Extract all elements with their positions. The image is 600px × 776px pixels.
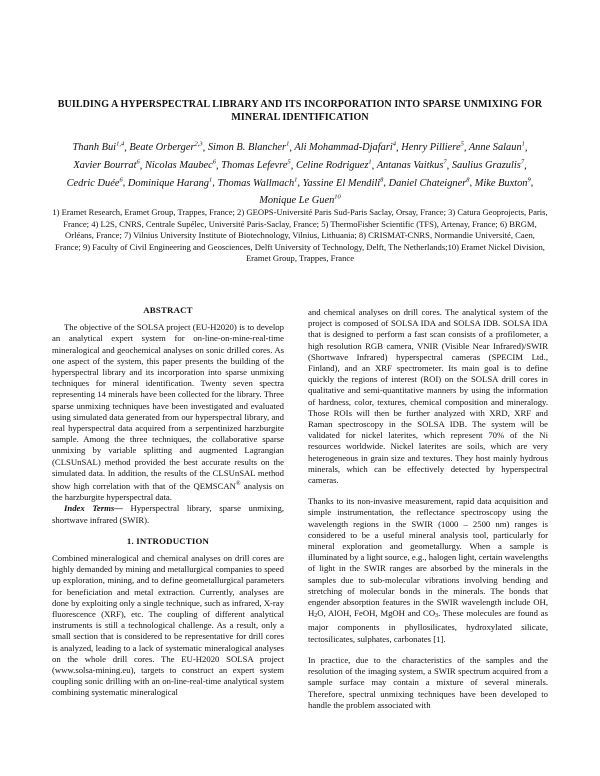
author-affiliation-marker: 8 <box>380 176 384 184</box>
author-name: Mike Buxton <box>474 177 528 189</box>
affiliations: 1) Eramet Research, Eramet Group, Trappes, France; 2) GEOPS-Université Paris Sud-Paris Saclay, Orsay, France; 3) Catura Geoprojects, Paris, France; 4) L2S, CNRS, Centrale Supélec, Université Paris-Saclay, France; 5) ThermoFisher Scientific (TFS), Artenay, France; 6) BRGM, Orléans, France; 7) Vilnius University Institute of Biotechnology, Vilnius, Lithuania; 8) CRISMAT-CNRS, Normandie Université, Caen, France; 9) Faculty of Civil Engineering and Geosciences, Delft University of Technology, Delft, The Netherlands;10) Eramet Nickel Division, Eramet Group, Trappes, France <box>52 207 548 264</box>
right-column <box>308 307 548 711</box>
author-name: Yassine El Mendili <box>302 177 381 189</box>
author-name: Thomas Wallmach <box>217 177 295 189</box>
author-name: Nicolas Maubec <box>144 160 213 172</box>
author-affiliation-marker: 2,3 <box>194 141 203 148</box>
author-affiliation-marker: 1 <box>368 158 372 166</box>
left-column <box>52 305 284 699</box>
introduction-heading: 1. INTRODUCTION <box>126 535 210 546</box>
author-affiliation-marker: 1 <box>209 176 213 184</box>
author-affiliation-marker: 4 <box>392 141 397 148</box>
author <box>259 195 341 206</box>
introduction-paragraph-1: Combined mineralogical and chemical analyses on drill cores are highly demanded by mining and metallurgical companies to speed up exploration, mining, and to define geometallurgical parameters for beneficiation and metal extraction. Currently, analyses are done by exploiting only a single technique, such as infrared, X-ray fluorescence (XRF), etc. The coupling of different analytical instruments is still a technological challenge. As a result, only a small section that is considered to be representative for drill cores is analyzed, leading to a lack of systematic mineralogical analyses on the whole drill cores. The EU-H2020 SOLSA project (www.solsa-mining.eu), targets to construct an expert system coupling sonic drilling with an on-line-real-time analytical system combining systematic mineralogical <box>52 552 284 698</box>
author-name: Ali Mohammad-Djafari <box>294 142 393 154</box>
author <box>145 160 216 171</box>
author-affiliation-marker: 1 <box>294 176 298 184</box>
paper-title: BUILDING A HYPERSPECTRAL LIBRARY AND ITS INCORPORATION INTO SPARSE UNMIXING FOR MINERAL IDENTIFICATION <box>57 99 543 123</box>
author <box>129 142 202 153</box>
author-affiliation-marker: 6 <box>119 176 123 184</box>
author-affiliation-marker: 8 <box>466 176 470 184</box>
author-name: Cedric Duée <box>66 177 120 189</box>
author <box>128 178 212 189</box>
abstract-heading: ABSTRACT <box>143 305 193 315</box>
index-terms: Index Terms— Hyperspectral library, sparse unmixing, shortwave infrared (SWIR). <box>52 503 284 525</box>
author-name: Thomas Lefevre <box>221 160 288 172</box>
author-name: Saulius Grazulis <box>451 160 521 172</box>
author <box>294 142 396 153</box>
author <box>377 160 447 171</box>
author-affiliation-marker: 6 <box>136 158 140 166</box>
author-affiliation-marker: 7 <box>520 158 525 166</box>
author <box>73 160 139 171</box>
right-paragraph-2: Thanks to its non-invasive measurement, rapid data acquisition and simple instrumentation, the reflectance spectroscopy using the wavelength regions in the SWIR (1000 – 2500 nm) ranges is considered to be a useful mineral analysis tool, particularly for mineral exploration and geometallurgy. When a sample is illuminated by a light source, e.g., halogen light, certain wavelengths of light in the SWIR ranges are absorbed by the minerals in the samples due to sub-molecular vibrations involving bending and stretching of molecular bonds in the minerals. The bonds that engender absorption features in the SWIR wavelength include OH, $H_2O$, AlOH, FeOH, MgOH and $CO_3$. These molecules are found as major components in phyllosilicates, hydroxylated silicate, tectosilicates, sulphates, carbonates [1]. <box>308 496 548 644</box>
author-name: Henry Pilliere <box>401 142 461 154</box>
author <box>389 178 470 189</box>
author <box>452 160 524 171</box>
author-affiliation-marker: 9 <box>527 176 531 184</box>
author <box>217 178 297 189</box>
author-name: Dominique Harang <box>127 177 209 189</box>
author-name: Monique Le Guen <box>259 195 335 207</box>
author-affiliation-marker: 5 <box>460 141 464 148</box>
author-affiliation-marker: 5 <box>287 158 291 166</box>
author <box>296 160 372 171</box>
author-affiliation-marker: 10 <box>334 194 341 202</box>
author-affiliation-marker: 1 <box>521 141 525 148</box>
author <box>303 178 384 189</box>
author-name: Simon B. Blancher <box>207 142 287 154</box>
author-affiliation-marker: 1 <box>286 141 290 148</box>
author-affiliation-marker: 6 <box>212 158 217 166</box>
author <box>469 142 525 153</box>
author <box>475 178 531 189</box>
author-affiliation-marker: 7 <box>443 158 447 166</box>
author-name: Anne Salaun <box>468 142 522 154</box>
author-name: Daniel Chateigner <box>388 177 467 189</box>
right-paragraph-3: In practice, due to the characteristics of the samples and the resolution of the imaging system, a SWIR spectrum acquired from a sample surface may contain a mixture of several minerals. Therefore, spectral unmixing techniques have been developed to handle the problem associated with <box>308 654 548 710</box>
author <box>208 142 289 153</box>
author-name: Beate Orberger <box>129 142 195 154</box>
author-name: Xavier Bourrat <box>73 160 137 172</box>
author-name: Thanh Bui <box>72 142 117 154</box>
author <box>401 142 464 153</box>
abstract-text: The objective of the SOLSA project (EU-H2020) is to develop an analytical expert system for on-line-on-mine-real-time mineralogical and geochemical analyses on sonic drilled cores. As one aspect of the system, this paper presents the building of the hyperspectral library and its incorporation into sparse unmixing techniques for mineral identification. Twenty seven spectra representing 14 minerals have been collected for the library. Three sparse unmixing techniques have been investigated and evaluated using simulated data generated from our hyperspectral library, and real hyperspectral data acquired from a serpentinized harzburgite sample. Among the three techniques, the collaborative sparse unmixing by variable splitting and augmented Lagrangian (CLSUnSAL) method provided the best accurate results on the simulated data. In addition, the results of the CLSUnSAL method show high correlation with that of the QEMSCAN® analysis on the harzburgite hyperspectral data. <box>52 322 284 503</box>
author-affiliation-marker: 1,4 <box>116 141 125 148</box>
author <box>221 160 291 171</box>
author-name: Celine Rodriguez <box>295 160 369 172</box>
author-list: Thanh Bui$^{1,4}$, Beate Orberger$^{2,3}$, Simon B. Blancher$^1$, Ali Mohammad-Djafari$^4$, Henry Pilliere$^5$, Anne Salaun$^1$, Xavier Bourrat$^6$, Nicolas Maubec$^6$, Thomas Lefevre$^5$, Celine Rodriguez$^1$, Antanas Vaitkus$^7$, Saulius Grazulis$^7$, Cedric Duée$^6$, Dominique Harang$^1$, Thomas Wallmach$^1$, Yassine El Mendili$^8$, Daniel Chateigner$^8$, Mike Buxton$^9$, Monique Le Guen$^{10}$ <box>66 141 534 207</box>
author-name: Antanas Vaitkus <box>376 160 444 172</box>
author <box>67 178 123 189</box>
right-paragraph-1: and chemical analyses on drill cores. The analytical system of the project is composed of SOLSA IDA and SOLSA IDB. SOLSA IDA that is designed to perform a fast scan consists of a profilometer, a high resolution RGB camera, VNIR (Visible Near Infrared)/SWIR (Shortwave Infrared) hyperspectral cameras (SPECIM Ltd., Finland), and an XRF spectrometer. Its main goal is to define quickly the regions of interest (ROI) on the SOLSA drill cores in qualitative and semi-quantitative manners by using the information of hardness, color, textures, chemical composition and mineralogy. Those ROIs will then be further analyzed with XRD, XRF and Raman spectroscopy in the SOLSA IDB. The system will be validated for nickel laterites, which represent 70% of the Ni resources worldwide. Nickel laterites are soils, which are very heterogeneous in grain size and textures. They host mainly hydrous minerals, which can be effectively detected by hyperspectral cameras. <box>308 307 548 486</box>
author <box>72 142 124 153</box>
